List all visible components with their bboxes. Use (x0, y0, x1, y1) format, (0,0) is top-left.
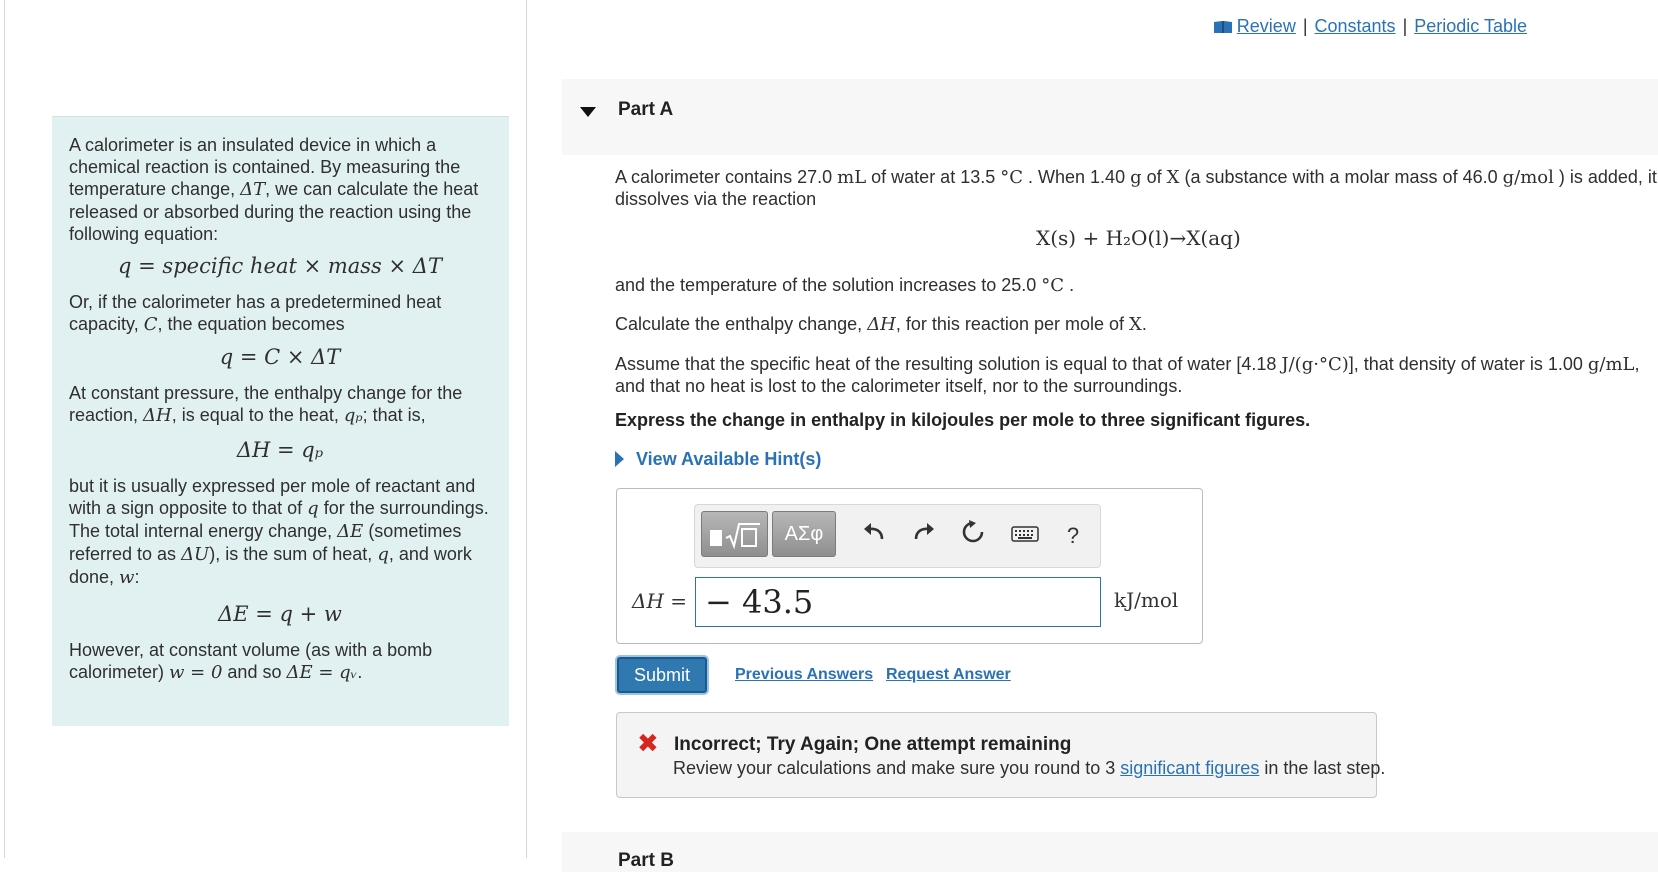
answer-box (616, 488, 1203, 644)
review-link[interactable]: Review (1236, 16, 1296, 36)
info-paragraph-4: but it is usually expressed per mole of reactant and with a sign opposite to that of q for the surroundings. The total internal energy change, ΔE (sometimes referred to as ΔU), is the sum of heat, q, and work done, w: (69, 476, 489, 588)
unit-label: kJ/mol (1114, 588, 1179, 612)
equation-enthalpy: ΔH = qₚ (236, 438, 324, 462)
equation-heat-capacity: q = C × ΔT (219, 345, 341, 369)
feedback-title: Incorrect; Try Again; One attempt remaining (674, 734, 1072, 755)
equation-heat: q = specific heat × mass × ΔT (118, 254, 442, 278)
templates-icon (708, 520, 762, 550)
templates-button[interactable] (701, 511, 768, 557)
greek-symbols-button[interactable]: ΑΣφ (772, 511, 836, 557)
question-line-4: Calculate the enthalpy change, ΔH, for this reaction per mole of X. (615, 314, 1147, 335)
answer-input[interactable]: − 43.5 (695, 577, 1101, 627)
incorrect-x-icon: ✖ (637, 728, 659, 758)
question-line-6: and that no heat is lost to the calorimeter itself, nor to the surroundings. (615, 376, 1183, 396)
equation-internal-energy: ΔE = q + w (218, 602, 342, 626)
periodic-table-link[interactable]: Periodic Table (1414, 16, 1527, 36)
info-paragraph-1: A calorimeter is an insulated device in which a chemical reaction is contained. By measuring the temperature change, ΔT, we can calculate the heat released or absorbed during the reaction using the following equation: (69, 135, 479, 244)
book-icon (1213, 18, 1233, 39)
info-paragraph-2: Or, if the calorimeter has a predetermined heat capacity, C, the equation becomes (69, 292, 442, 335)
info-paragraph-5: However, at constant volume (as with a bomb calorimeter) w = 0 and so ΔE = qᵥ. (69, 640, 433, 683)
question-line-1: A calorimeter contains 27.0 mL of water at 13.5 °C . When 1.40 g of X (a substance with a molar mass of 46.0 g/mol ) is added, it (615, 167, 1657, 188)
part-a-title: Part A (618, 99, 674, 120)
view-hints-link[interactable]: View Available Hint(s) (615, 449, 821, 470)
top-links (1213, 16, 1527, 39)
info-panel (52, 116, 509, 726)
constants-link[interactable]: Constants (1314, 16, 1396, 36)
redo-icon[interactable] (907, 519, 941, 553)
instruction-text: Express the change in enthalpy in kilojoules per mole to three significant figures. (615, 410, 1311, 430)
question-line-2: dissolves via the reaction (615, 189, 817, 209)
question-line-3: and the temperature of the solution increases to 25.0 °C . (615, 275, 1075, 296)
info-paragraph-3: At constant pressure, the enthalpy change for the reaction, ΔH, is equal to the heat, qₚ; that is, (69, 383, 463, 426)
collapse-triangle-icon[interactable] (580, 107, 596, 117)
previous-answers-link[interactable]: Previous Answers (735, 666, 874, 683)
separator: | (1302, 16, 1308, 36)
math-toolbar (694, 504, 1101, 568)
undo-icon[interactable] (857, 519, 891, 553)
feedback-box (616, 712, 1386, 798)
separator: | (1402, 16, 1408, 36)
part-b-title: Part B (618, 850, 674, 871)
delta-h-label: ΔH = (632, 589, 687, 613)
significant-figures-link[interactable]: significant figures (1120, 758, 1260, 778)
submit-button[interactable]: Submit (617, 657, 707, 693)
keyboard-icon[interactable] (1008, 519, 1042, 553)
part-a-header[interactable] (562, 79, 1658, 155)
reaction-equation: X(s) + H₂O(l)→X(aq) (1036, 226, 1241, 250)
request-answer-link[interactable]: Request Answer (886, 666, 1011, 683)
reset-icon[interactable] (956, 519, 990, 553)
expand-triangle-icon (615, 451, 624, 467)
question-line-5: Assume that the specific heat of the resulting solution is equal to that of water [4.18 J/(g·°C)], that density of water is 1.00 g/mL, (615, 354, 1640, 375)
feedback-message: Review your calculations and make sure you round to 3 significant figures in the last step. (673, 758, 1386, 778)
help-button[interactable]: ? (1066, 523, 1080, 548)
left-column (5, 0, 527, 858)
part-b-header[interactable] (562, 832, 1658, 872)
